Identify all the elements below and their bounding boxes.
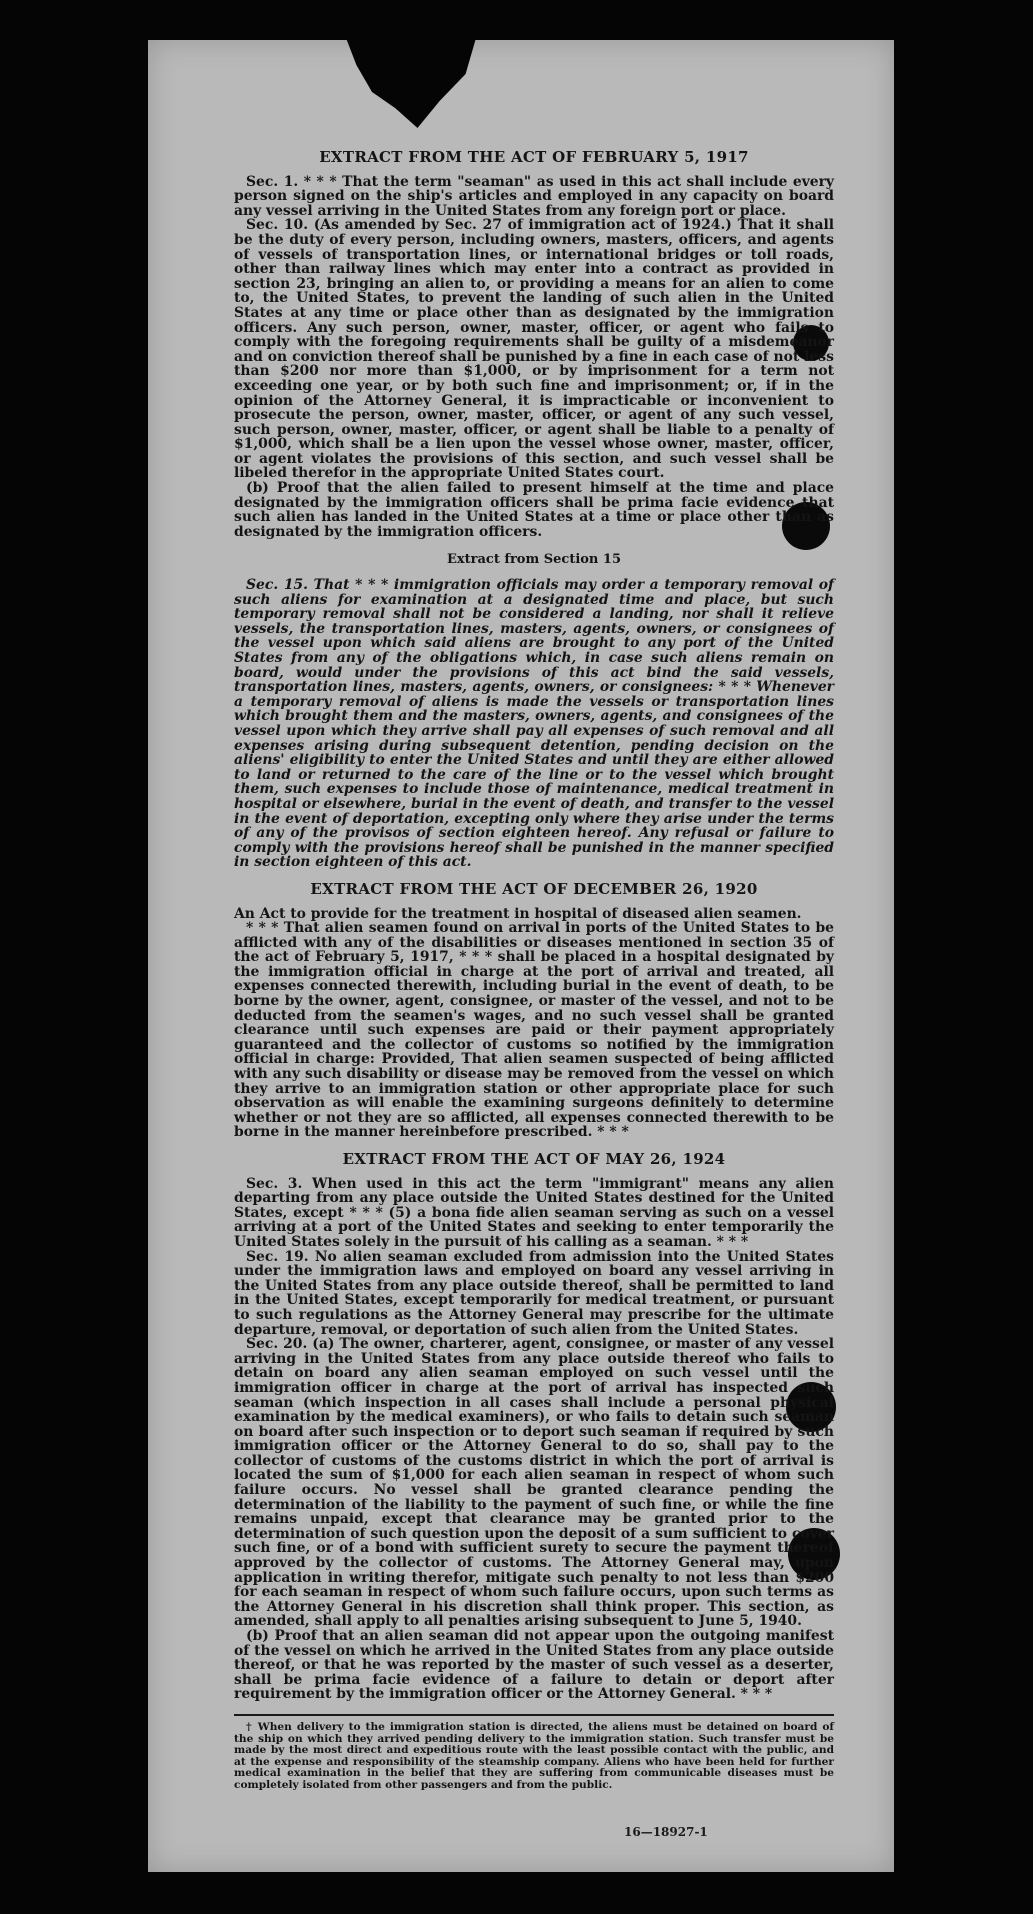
document-body [234,144,834,1792]
torn-corner [346,38,476,128]
section-heading: EXTRACT FROM THE ACT OF DECEMBER 26, 1920 [310,879,758,898]
section-heading: EXTRACT FROM THE ACT OF MAY 26, 1924 [342,1150,726,1168]
paragraph-sec-10: Sec. 10. (As amended by Sec. 27 of immigration act of 1924.) That it shall be the duty of every person, including owners, masters, officers, and agents of vessels of transportation lines, or international bridges or toll roads, other than railway lines which may enter into a contract as provided in section 23, bringing an alien to, or providing a means for an alien to come to, the United States, to prevent the landing of such alien in the United States at any time or place other than as designated by the immigration officers. Any such person, owner, master, officer, or agent who fails to comply with the foregoing requirements shall be guilty of a misdemeanor and on conviction thereof shall be punished by a fine in each case of not less than $200 nor more than $1,000, or by imprisonment for a term not exceeding one year, or by both such fine and imprisonment; or, if in the opinion of the Attorney General, it is impracticable or inconvenient to prosecute the person, owner, master, officer, or agent of any such vessel, such person, owner, master, officer, or agent shall be liable to a penalty of $1,000, which shall be a lien upon the vessel whose owner, master, officer, or agent violates the provisions of this section, and such vessel shall be libeled therefor in the appropriate United States court. [234,217,834,482]
footnote-divider [234,1714,834,1716]
section-heading: EXTRACT FROM THE ACT OF FEBRUARY 5, 1917 [319,148,749,166]
paragraph-sec-20b: (b) Proof that an alien seaman did not appear upon the outgoing manifest of the vessel on which he arrived in the United States from any place outside thereof, or that he was reported by the master of such vessel as a deserter, shall be prima facie evidence of a failure to detain or deport after requirement by the immigration officer or the Attorney General. * * * [234,1628,834,1703]
footnote: † When delivery to the immigration station is directed, the aliens must be detained on board of the ship on which they arrived pending delivery to the immigration station. Such transfer must be made by the most direct and expeditious route with the least possible contact with the public, and at the expense and responsibility of the steamship company. Aliens who have been held for further medical examination in the belief that they are suffering from communicable diseases must be completely isolated from other passengers and from the public. [234,1720,834,1791]
form-number: 16—18927-1 [624,1825,708,1839]
paragraph-act-1920-body: * * * That alien seamen found on arrival in ports of the United States to be afflicted with any of the disabilities or diseases mentioned in section 35 of the act of February 5, 1917, * * * shall be placed in a hospital designated by the immigration official in charge at the port of arrival and treated, all expenses connected therewith, including burial in the event of death, to be borne by the owner, agent, consignee, or master of the vessel, and not to be deducted from the seamen's wages, and no such vessel shall be granted clearance until such expenses are paid or their payment appropriately guaranteed and the collector of customs so notified by the immigration official in charge: Provided, That alien seamen suspected of being afflicted with any such disability or disease may be removed from the vessel on which they arrive to an immigration station or other appropriate place for such observation as will enable the examining surgeons definitely to determine whether or not they are so afflicted, all expenses connected therewith to be borne in the manner hereinbefore prescribed. * * * [234,920,834,1141]
paragraph-sec-10b: (b) Proof that the alien failed to present himself at the time and place designated by the immigration officers shall be prima facie evidence that such alien has landed in the United States at a time or place other than as designated by the immigration officers. [234,480,834,540]
paragraph-act-1920-intro: An Act to provide for the treatment in hospital of diseased alien seamen. [234,905,802,922]
paragraph-sec-20a: Sec. 20. (a) The owner, charterer, agent, consignee, or master of any vessel arriving in the United States from any place outside thereof who fails to detain on board any alien seaman employed on such vessel until the immigration officer in charge at the port of arrival has inspected such seaman (which inspection in all cases shall include a personal physical examination by the medical examiners), or who fails to detain such seaman on board after such inspection or to deport such seaman if required by such immigration officer or the Attorney General to do so, shall pay to the collector of customs of the customs district in which the port of arrival is located the sum of $1,000 for each alien seaman in respect of whom such failure occurs. No vessel shall be granted clearance pending the determination of the liability to the payment of such fine, or while the fine remains unpaid, except that clearance may be granted prior to the determination of such question upon the deposit of a sum sufficient to cover such fine, or of a bond with sufficient surety to secure the payment thereof approved by the collector of customs. The Attorney General may, upon application in writing therefor, mitigate such penalty to not less than $200 for each seaman in respect of whom such failure occurs, upon such terms as the Attorney General in his discretion shall think proper. This section, as amended, shall apply to all penalties arising subsequent to June 5, 1940. [234,1336,834,1630]
paragraph-sec-1: Sec. 1. * * * That the term "seaman" as used in this act shall include every person signed on the ship's articles and employed in any capacity on board any vessel arriving in the United States from any foreign port or place. [234,173,834,219]
section-subheading: Extract from Section 15 [446,552,622,568]
document-page [148,40,894,1872]
paragraph-sec-19: Sec. 19. No alien seaman excluded from admission into the United States under the immigration laws and employed on board any vessel arriving in the United States from any place outside thereof, shall be permitted to land in the United States, except temporarily for medical treatment, or pursuant to such regulations as the Attorney General may prescribe for the ultimate departure, removal, or deportation of such alien from the United States. [234,1248,834,1338]
paragraph-sec-3: Sec. 3. When used in this act the term "immigrant" means any alien departing from any place outside the United States destined for the United States, except * * * (5) a bona fide alien seaman serving as such on a vessel arriving at a port of the United States and seeking to enter temporarily the United States solely in the pursuit of his calling as a seaman. * * * [234,1175,834,1250]
paragraph-sec-15: Sec. 15. That * * * immigration officials may order a temporary removal of such aliens for examination at a designated time and place, but such temporary removal shall not be considered a landing, nor shall it relieve vessels, the transportation lines, masters, agents, owners, or consignees of the vessel upon which said aliens are brought to any port of the United States from any of the obligations which, in case such aliens remain on board, would under the provisions of this act bind the said vessels, transportation lines, masters, agents, owners, or consignees: * * * Whenever a temporary removal of aliens is made the vessels or transportation lines which brought them and the masters, owners, agents, and consignees of the vessel upon which they arrive shall pay all expenses of such removal and all expenses arising during subsequent detention, pending decision on the aliens' eligibility to enter the United States and until they are either allowed to land or returned to the care of the line or to the vessel which brought them, such expenses to include those of maintenance, medical treatment in hospital or elsewhere, burial in the event of death, and transfer to the vessel in the event of deportation, excepting only where they arise under the terms of any of the provisos of section eighteen hereof. Any refusal or failure to comply with the provisions hereof shall be punished in the manner specified in section eighteen of this act. [234,577,834,871]
